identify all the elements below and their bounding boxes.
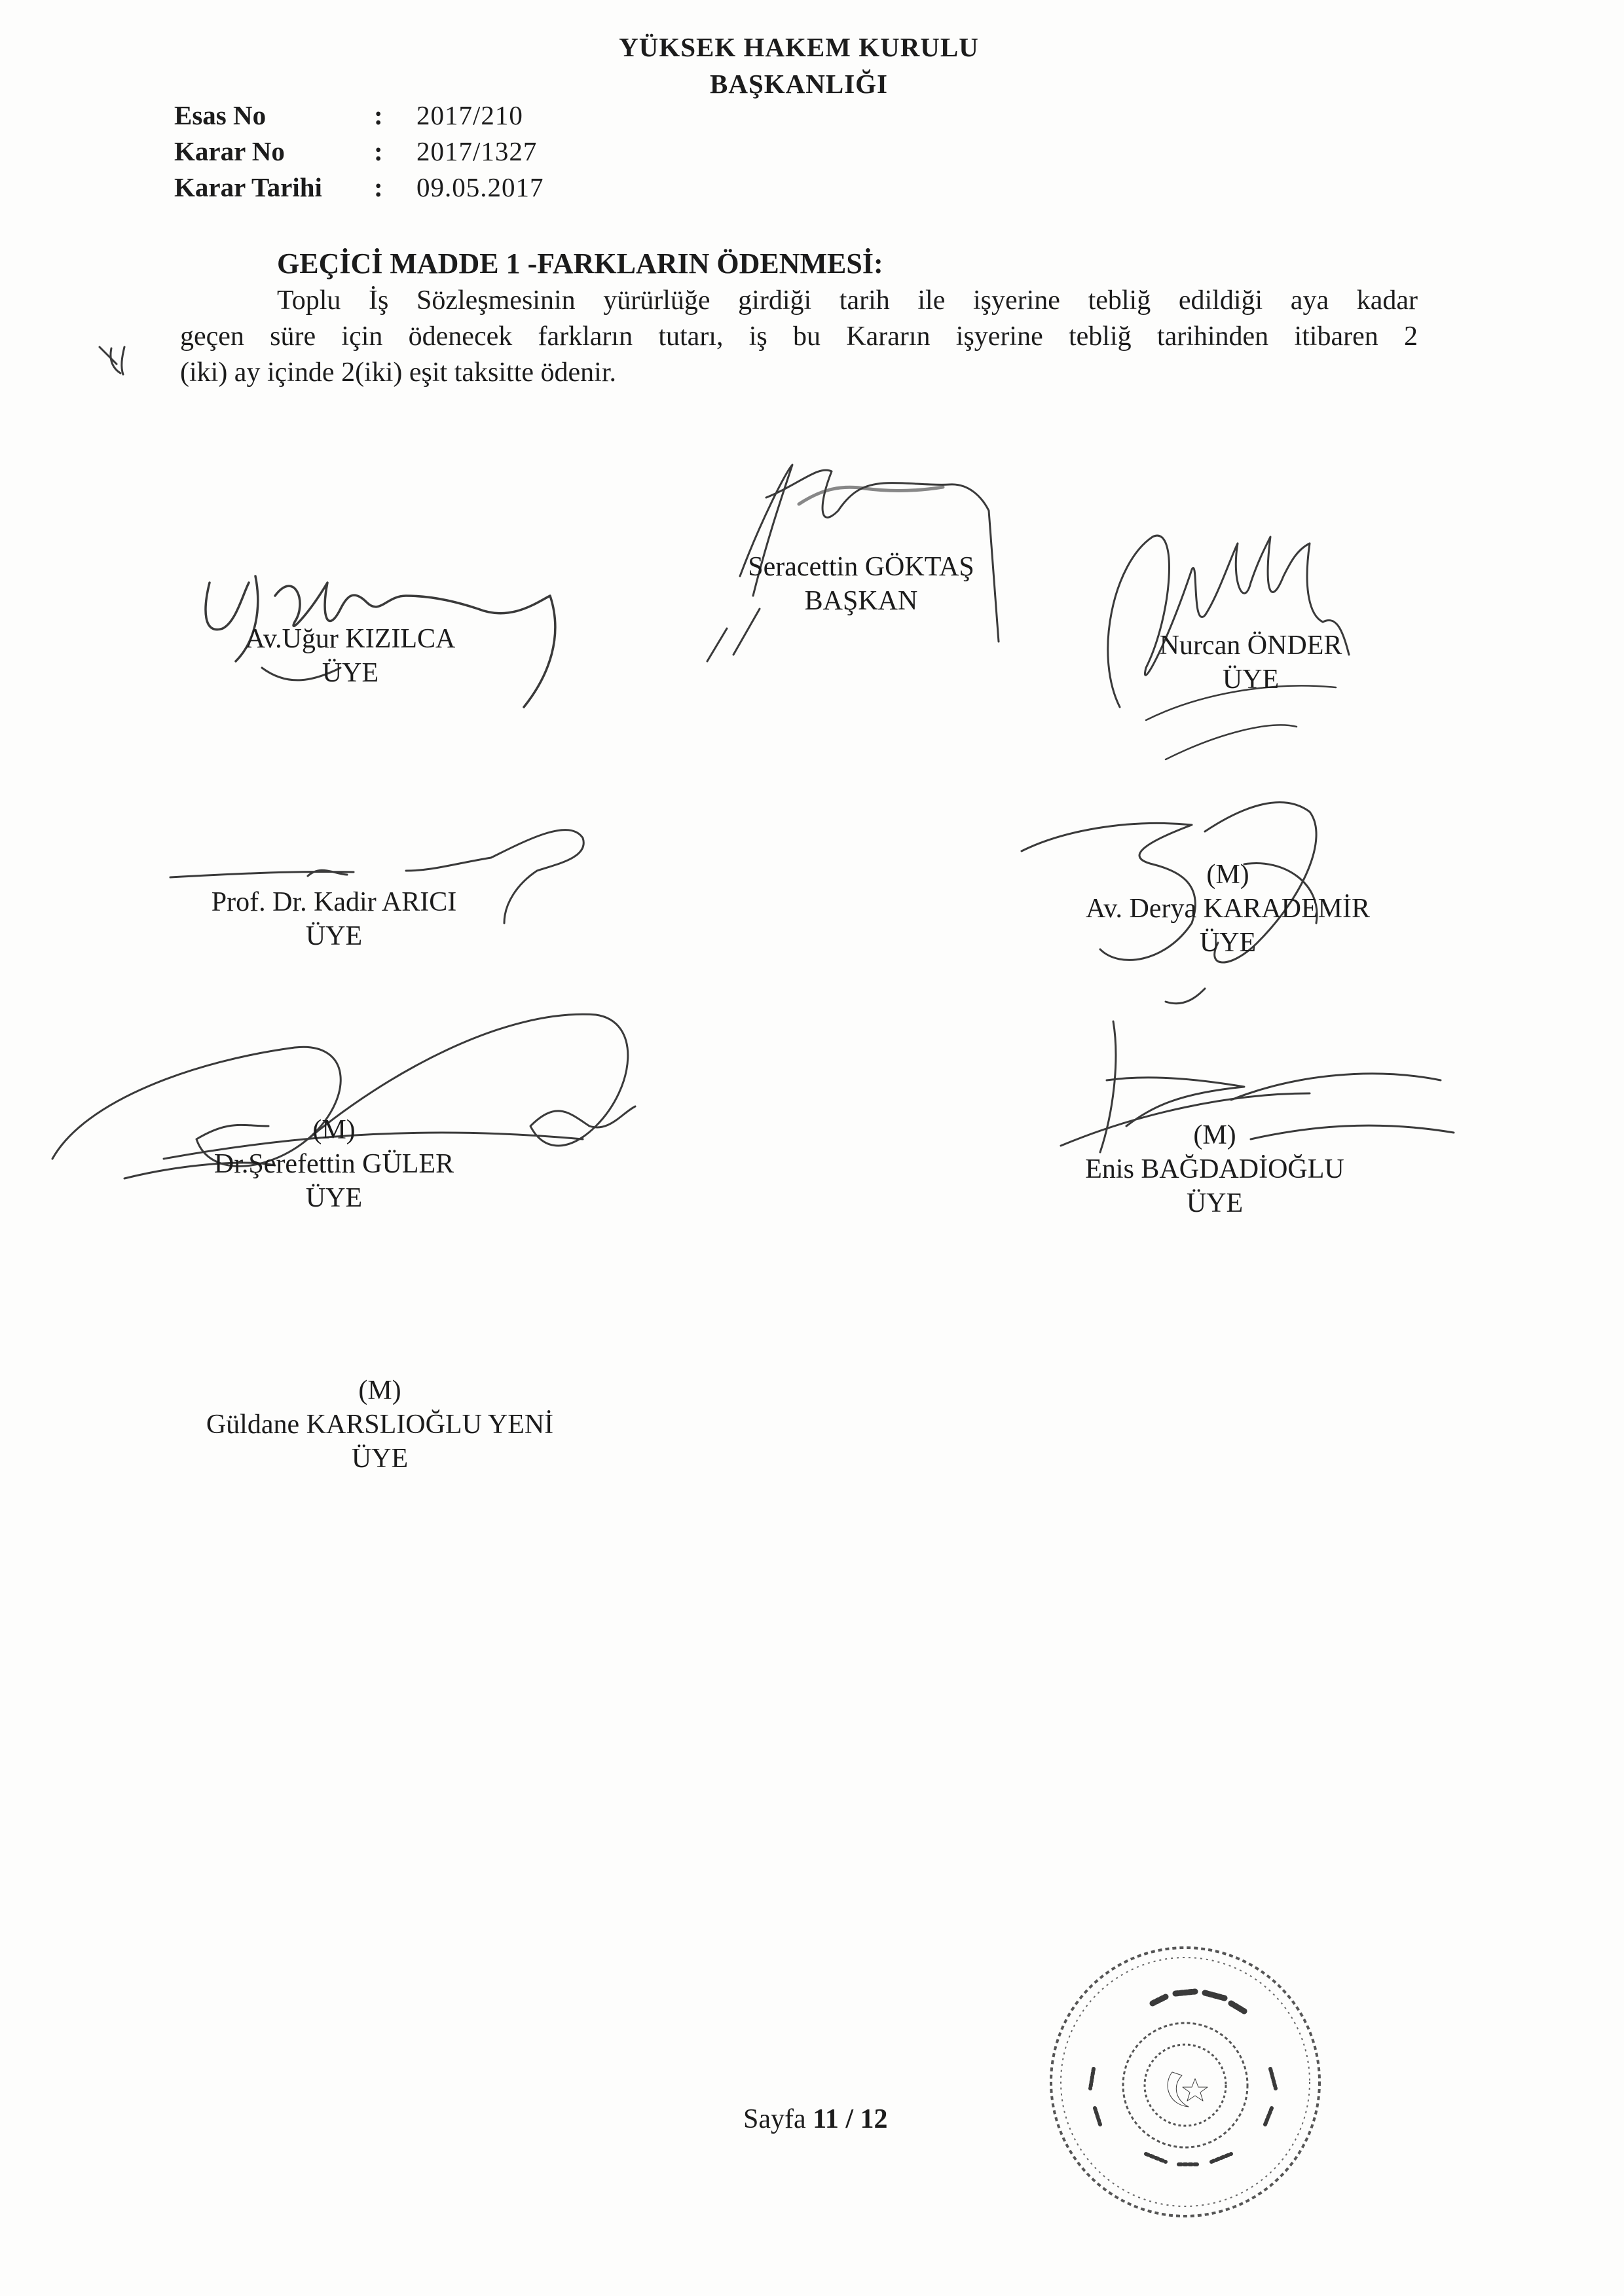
footer-page-number: 11 / 12	[813, 2104, 888, 2134]
signatory-name: Prof. Dr. Kadir ARICI	[211, 887, 457, 917]
signatory-onder	[1074, 629, 1428, 697]
signatory-yeni	[144, 1374, 616, 1476]
meta-value-date: 09.05.2017	[416, 172, 544, 202]
signatory-kizilca	[154, 622, 547, 690]
meta-colon: :	[374, 172, 383, 202]
signatory-role: BAŞKAN	[804, 586, 918, 616]
institution-title	[563, 31, 1035, 63]
page-footer	[743, 2104, 888, 2135]
signatory-arici	[121, 885, 547, 953]
signatory-karademir	[1041, 858, 1414, 960]
signatory-bagdadioglu	[1031, 1118, 1398, 1220]
signatory-role: ÜYE	[1222, 665, 1280, 695]
signatory-name: Güldane KARSLIOĞLU YENİ	[206, 1410, 554, 1440]
signatory-name: Av.Uğur KIZILCA	[245, 624, 456, 654]
signatory-name: Nurcan ÖNDER	[1159, 630, 1342, 661]
signatory-mark: (M)	[1193, 1120, 1236, 1150]
signatory-role: ÜYE	[322, 658, 379, 688]
meta-value-esas: 2017/210	[416, 100, 523, 130]
signatory-role: ÜYE	[1199, 928, 1257, 958]
footer-prefix: Sayfa	[743, 2104, 813, 2134]
paragraph-line-3: (iki) ay içinde 2(iki) eşit taksitte ödenir.	[180, 357, 616, 388]
signatory-name: Seracettin GÖKTAŞ	[748, 552, 974, 582]
meta-colon: :	[374, 136, 383, 166]
official-seal-stamp	[1035, 1931, 1336, 2232]
institution-title-line1: YÜKSEK HAKEM KURULU	[619, 32, 979, 62]
meta-label: Karar Tarihi	[174, 172, 322, 202]
institution-title-line2: BAŞKANLIĞI	[709, 69, 888, 99]
signatory-mark: (M)	[1206, 860, 1249, 890]
signatory-president	[697, 550, 1025, 618]
signatory-mark: (M)	[312, 1115, 356, 1145]
institution-subtitle	[563, 68, 1035, 100]
signatory-guler	[121, 1113, 547, 1215]
signatory-mark: (M)	[358, 1376, 401, 1406]
paragraph-line-2: geçen süre için ödenecek farkların tutarı, iş bu Kararın işyerine tebliğ tarihinden itibaren 2	[180, 321, 1418, 352]
signatory-role: ÜYE	[1186, 1188, 1244, 1218]
meta-colon: :	[374, 100, 383, 130]
section-paragraph	[180, 283, 1418, 391]
margin-mark	[92, 335, 144, 388]
meta-label: Karar No	[174, 136, 285, 166]
signatory-role: ÜYE	[351, 1444, 409, 1474]
signatory-name: Av. Derya KARADEMİR	[1086, 894, 1370, 924]
meta-label: Esas No	[174, 100, 267, 130]
section-title: GEÇİCİ MADDE 1 -FARKLARIN ÖDENMESİ:	[277, 247, 883, 280]
signatory-name: Dr.Şerefettin GÜLER	[213, 1149, 454, 1179]
signatory-name: Enis BAĞDADİOĞLU	[1085, 1154, 1344, 1184]
signatory-role: ÜYE	[305, 921, 363, 951]
meta-value-karar: 2017/1327	[416, 136, 538, 166]
paragraph-line-1: Toplu İş Sözleşmesinin yürürlüğe girdiği tarih ile işyerine tebliğ edildiği aya kadar	[277, 285, 1418, 316]
signatory-role: ÜYE	[305, 1183, 363, 1213]
